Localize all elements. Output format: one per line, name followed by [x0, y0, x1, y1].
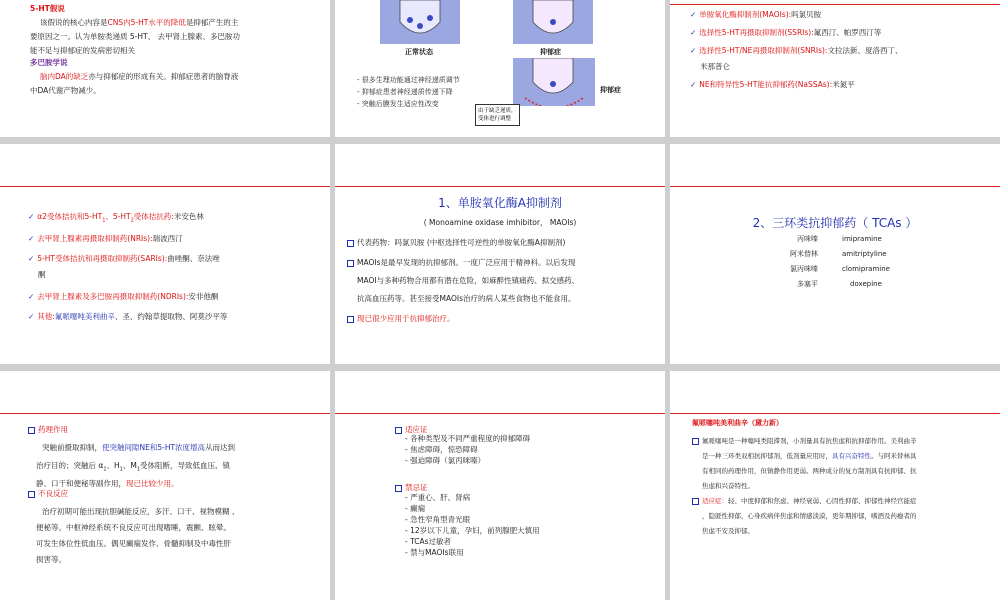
slide-drug-classes-1[interactable]	[670, 0, 1000, 137]
divider	[0, 413, 330, 414]
paragraph-line: 突触前摄取抑制，使突触间隙NE和5-HT浓度增高从而达到	[42, 443, 236, 452]
drug-class-item: ✓ 选择性5-HT/NE再摄取抑制剂(SNRIs):文拉法新、度洛西丁、	[690, 46, 903, 55]
divider	[335, 186, 665, 187]
diagram-label-depression: 抑郁症	[540, 48, 561, 56]
slide-title: 氟哌噻吨美利曲辛（黛力新）	[692, 419, 783, 427]
paragraph-line: 脑内DA的缺乏亦与抑郁症的形成有关。抑郁症患者的脑脊液	[40, 72, 239, 81]
drug-class-item: ✓ 5-HT受体拮抗和再摄取抑制药(SARIs):曲唑酮、奈法唑	[28, 254, 220, 263]
list-item: - TCAs过敏者	[405, 537, 452, 546]
paragraph-line: 治疗初期可能出现抗胆碱能反应，多汗、口干、视物模糊 、	[42, 507, 240, 516]
paragraph-line: 焦虑和兴奋特性。	[702, 482, 754, 490]
slide-subtitle: ( Monoamine oxidase imhibitor， MAOIs)	[423, 218, 577, 227]
slide-synapse-diagram[interactable]	[335, 0, 665, 137]
slide-5ht-hypothesis[interactable]	[0, 0, 330, 137]
slide-deanxit[interactable]	[670, 371, 1000, 600]
list-item: - 12岁以下儿童，孕妇，前列腺肥大慎用	[405, 526, 540, 535]
divider	[670, 186, 1000, 187]
paragraph-line: 是一种三环类双相抗抑郁剂，低剂量应用时，具有兴奋特性。与阿米替林具	[702, 452, 917, 460]
slide-heading: 5-HT假说	[30, 4, 65, 13]
drug-class-item: ✓ 去甲肾上腺素再摄取抑制药(NRIs):瑞波西汀	[28, 234, 183, 243]
drug-names-chinese: 丙咪嗪 阿米替林 氯丙咪嗪 多塞平	[790, 235, 818, 288]
paragraph-line: 中DA代谢产物减少。	[30, 86, 101, 95]
paragraph-line: 损害等。	[36, 555, 66, 564]
paragraph-line: 可发生体位性低血压。偶见癫痫发作、骨髓抑制及中毒性肝	[36, 539, 231, 548]
bullet-line: - 很多生理功能通过神经递质调节	[357, 76, 460, 84]
paragraph-line: 静、口干和便秘等副作用，现已比较少用。	[36, 479, 179, 488]
bullet-line: - 抑郁症患者神经递质传递下降	[357, 88, 453, 96]
callout-box: 由于缺乏递质， 受体进行调整	[475, 104, 520, 126]
slide-title: 1、单胺氧化酶A抑制剂	[438, 196, 562, 210]
bullet-item: 现已很少应用于抗抑郁治疗。	[347, 312, 455, 325]
divider	[670, 4, 1000, 5]
drug-class-item: ✓ NE和特异性5-HT能抗抑郁药(NaSSAs):米氮平	[690, 80, 855, 89]
synapse-adapted-diagram	[513, 58, 595, 106]
diagram-label-depression: 抑郁症	[600, 86, 621, 94]
paragraph-line: 要原因之一。认为单胺类递质 5-HT、 去甲肾上腺素、多巴胺功	[30, 32, 240, 41]
paragraph-line: 有相同的药理作用，但镇静作用更弱。两种成分的复方制剂具有抗抑郁、抗	[702, 467, 917, 475]
slide-indications[interactable]	[335, 371, 665, 600]
synapse-depression-diagram	[513, 0, 593, 44]
divider	[670, 413, 1000, 414]
list-item: - 各种类型及不同严重程度的抑郁障碍	[405, 434, 531, 443]
slide-title: 2、三环类抗抑郁药（ TCAs ）	[752, 216, 918, 230]
list-item: - 强迫障碍（氯丙咪嗪）	[405, 456, 486, 465]
synapse-normal-diagram	[380, 0, 460, 44]
list-item: - 禁与MAOIs联用	[405, 548, 464, 557]
paragraph-line: MAOI与多种药物合用都有潜在危险，如麻醉性镇痛药、拟交感药、	[357, 276, 580, 285]
slide-maoi[interactable]	[335, 144, 665, 364]
slide-pharmacology[interactable]	[0, 371, 330, 600]
diagram-label-normal: 正常状态	[405, 48, 433, 56]
section-heading: 禁忌证	[395, 481, 428, 494]
list-item: - 严重心、肝、肾病	[405, 493, 471, 502]
paragraph-line: 能不足与抑郁症的发病密切相关	[30, 46, 135, 55]
paragraph-line: ，隐匿性抑郁，心身疾病伴焦虑和情感淡漠，更年期抑郁，嗜酒及药瘾者的	[702, 512, 917, 520]
drug-class-item: ✓ 选择性5-HT再摄取抑制剂(SSRIs):氟西汀、帕罗西汀等	[690, 28, 882, 37]
slide-tca[interactable]	[670, 144, 1000, 364]
drug-class-item: 米那普仑	[700, 62, 730, 71]
section-heading: 不良反应	[28, 487, 68, 500]
drug-class-item: 酮	[38, 270, 46, 279]
bullet-item: 氟哌噻吨是一种噻吨类阻滞剂，小剂量具有抗焦虑和抗抑郁作用。美利曲辛	[692, 435, 917, 448]
bullet-item: 代表药物：吗氯贝胺 (中枢选择性可逆性的单胺氧化酶A抑制剂)	[347, 236, 565, 249]
list-item: - 急性窄角型青光眼	[405, 515, 471, 524]
section-heading: 适应证	[395, 423, 428, 436]
drug-class-item: ✓ 单胺氧化酶抑制剂(MAOIs):吗氯贝胺	[690, 10, 822, 19]
paragraph-line: 便秘等。中枢神经系统不良反应可出现嗜睡，震颤、眩晕。	[36, 523, 231, 532]
drug-class-item: ✓ α2受体拮抗和$5-HT_1$、$5-HT_2$受体拮抗药:米安色林	[28, 212, 204, 224]
drug-class-item: ✓ 其他:氟哌噻吨美利曲辛、圣、约翰草提取物、阿莫沙平等	[28, 312, 228, 321]
list-item: - 癫痫	[405, 504, 426, 513]
list-item: - 焦虑障碍，惊恐障碍	[405, 445, 478, 454]
section-heading: 药理作用	[28, 423, 68, 436]
drug-names-english: imipramine amitriptyline clomipramine doxepine	[842, 235, 890, 288]
divider	[0, 186, 330, 187]
bullet-line: - 突触后膜发生适应性改变	[357, 100, 439, 108]
slide-heading: 多巴胺学说	[30, 58, 68, 67]
paragraph-line: 该假说的核心内容是CNS内5-HT水平的降低是抑郁产生的主	[40, 18, 239, 27]
bullet-item: 适应症：轻、中度抑郁和焦虑、神经衰弱、心因性抑郁、抑郁性神经官能症	[692, 495, 917, 508]
slide-drug-classes-2[interactable]	[0, 144, 330, 364]
paragraph-line: 抗高血压药等。甚至接受MAOIs治疗的病人某些食物也不能食用。	[357, 294, 576, 303]
drug-class-item: ✓ 去甲肾上腺素及多巴胺再摄取抑制药(NDRIs):安非他酮	[28, 292, 219, 301]
paragraph-line: 治疗目的；突触后 $\alpha_1$、$H_1$、$M_1$受体阻断，导致低血压、镇	[36, 461, 231, 473]
bullet-item: MAOIs是最早发现的抗抑郁剂。一度广泛应用于精神科。以后发现	[347, 256, 576, 269]
paragraph-line: 焦虑不安及抑郁。	[702, 527, 754, 535]
divider	[335, 413, 665, 414]
